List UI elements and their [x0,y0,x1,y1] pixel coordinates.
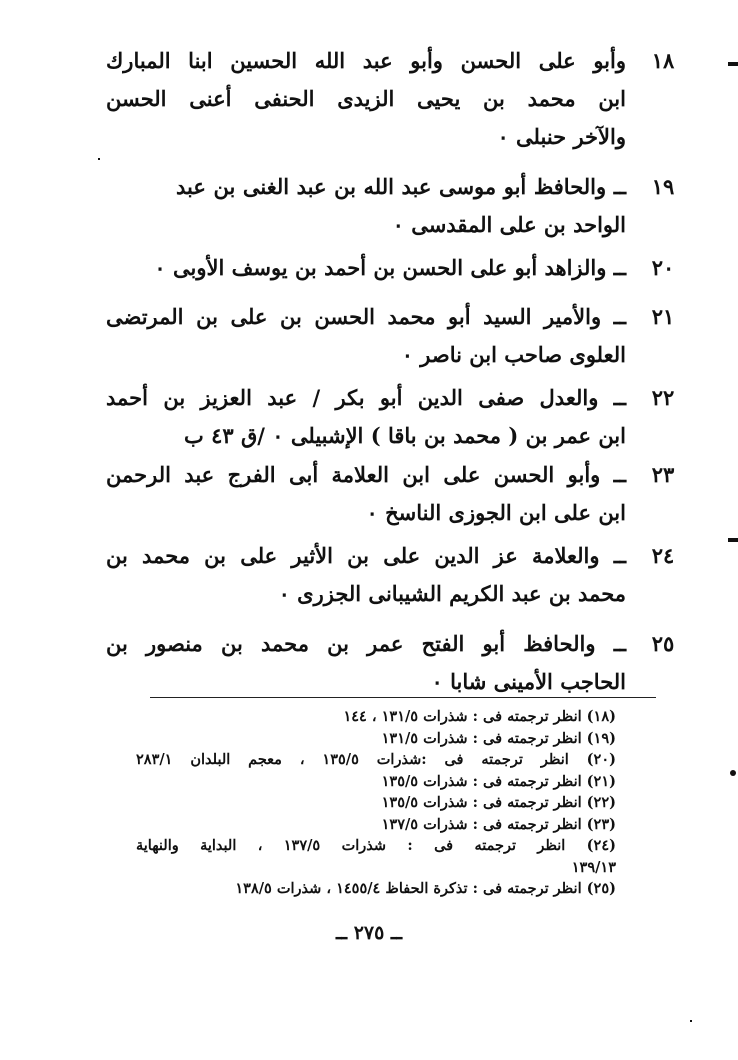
footnote: (٢٢) انظر ترجمته فى : شذرات ١٣٥/٥ [381,794,616,811]
entry-line: وأبو على الحسن وأبو عبد الله الحسين ابنا المبارك [106,48,626,73]
footnote: (٢١) انظر ترجمته فى : شذرات ١٣٥/٥ [381,772,616,790]
entry-number: ٢٣ [651,462,675,487]
entry-line: العلوى صاحب ابن ناصر ٠ [401,342,626,367]
entry-line: الواحد بن على المقدسى ٠ [392,212,626,237]
entry-22 [106,379,675,455]
scan-dot [98,158,100,160]
entry-25 [106,625,675,701]
entry-line: ــ والحافظ أبو موسى عبد الله بن عبد الغنى بن عبد [176,174,626,199]
footnote: (١٩) انظر ترجمته فى : شذرات ١٣١/٥ [381,729,616,747]
footnote: (١٨) انظر ترجمته فى : شذرات ١٣١/٥ ، ١٤٤ [343,708,616,725]
scan-mark [728,538,738,542]
footnotes [136,706,616,900]
entry-20 [106,249,675,287]
entry-line: ابن على ابن الجوزى الناسخ ٠ [366,500,626,525]
footnote: (٢٣) انظر ترجمته فى : شذرات ١٣٧/٥ [381,815,616,833]
entry-19 [106,168,675,244]
page-number: ــ ٢٧٥ ــ [335,922,403,944]
entry-line: ــ والعدل صفى الدين أبو بكر / عبد العزيز بن أحمد [106,385,626,410]
entry-line: ــ وأبو الحسن على ابن العلامة أبى الفرج عبد الرحمن [106,462,626,487]
entry-23 [106,456,675,532]
entry-number: ٢٠ [651,255,675,280]
scan-dot [690,1020,692,1022]
entry-number: ٢٢ [651,385,675,410]
entry-line: ــ والأمير السيد أبو محمد الحسن بن على بن المرتضى [106,304,626,329]
footnote-separator [150,697,656,698]
entry-21 [106,298,675,374]
entry-number: ١٨ [651,48,675,73]
scan-mark [728,62,738,66]
entry-line: ابن عمر بن ( محمد بن باقا ) الإشبيلى ٠ /ق ٤٣ ب [184,423,626,448]
entry-line: والآخر حنبلى ٠ [497,124,626,149]
entry-24 [106,537,675,613]
entry-18 [106,42,675,156]
entry-line: ــ والعلامة عز الدين على بن الأثير على بن محمد بن [106,543,626,568]
entry-line: ابن محمد بن يحيى الزيدى الحنفى أعنى الحسن [106,86,626,111]
footnote: ١٣٩/١٣ [571,858,616,876]
entry-number: ١٩ [651,174,675,199]
entry-number: ٢١ [651,304,675,329]
entry-line: ــ والحافظ أبو الفتح عمر بن محمد بن منصور بن [106,631,626,656]
entry-number: ٢٥ [651,631,675,656]
footnote: (٢٠) انظر ترجمته فى :شذرات ١٣٥/٥ ، معجم البلدان ٢٨٣/١ [136,751,616,768]
entry-number: ٢٤ [651,543,675,568]
scan-mark [730,770,736,776]
entry-line: الحاجب الأمينى شابا ٠ [431,669,626,694]
footnote: (٢٥) انظر ترجمته فى : تذكرة الحفاظ ١٤٥٥/٤ ، شذرات ١٣٨/٥ [235,880,616,897]
entry-line: ــ والزاهد أبو على الحسن بن أحمد بن يوسف الأوبى ٠ [154,255,626,280]
entry-line: محمد بن عبد الكريم الشيبانى الجزرى ٠ [278,581,626,606]
footnote: (٢٤) انظر ترجمته فى : شذرات ١٣٧/٥ ، البداية والنهاية [136,837,616,854]
